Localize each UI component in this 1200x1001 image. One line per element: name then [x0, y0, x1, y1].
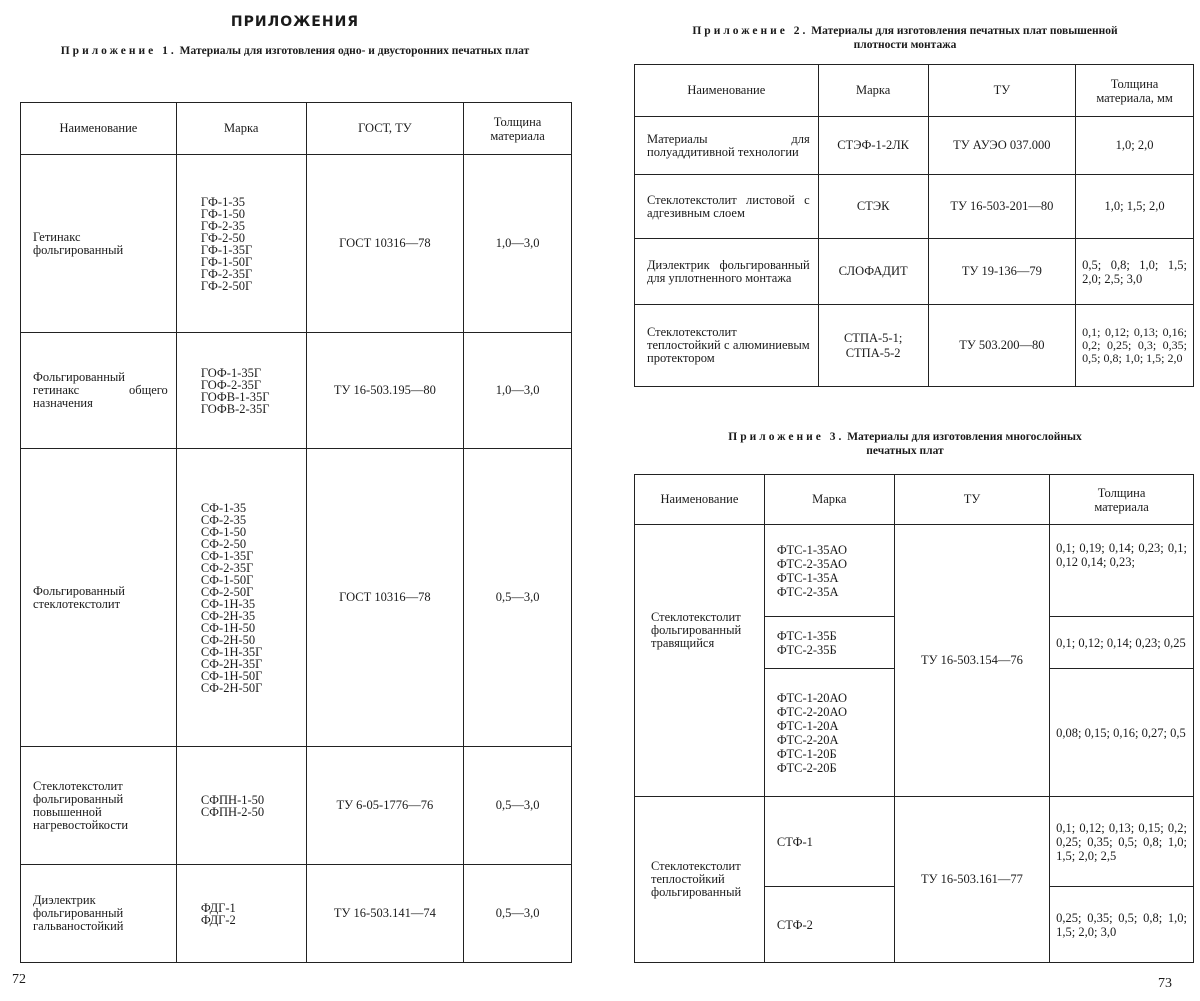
row-mark: СЛОФАДИТ [818, 239, 928, 305]
table-row [21, 155, 572, 333]
row-standard: ТУ 6-05-1776—76 [306, 747, 463, 865]
row-name: Гетинакс фольгированный [21, 155, 177, 333]
row-marks: СТФ-1 [764, 797, 894, 887]
table-row [635, 305, 1194, 387]
row-name: Стеклотекстолит фольгированный повышенной нагревостойкости [21, 747, 177, 865]
appendix-3-table [634, 474, 1194, 963]
row-thickness: 0,5; 0,8; 1,0; 1,5; 2,0; 2,5; 3,0 [1076, 239, 1194, 305]
row-thickness: 0,5—3,0 [464, 747, 572, 865]
header-mark: Марка [764, 475, 894, 525]
header-spec: ТУ [928, 65, 1076, 117]
row-thickness: 0,5—3,0 [464, 865, 572, 963]
appendix-1-table [20, 102, 572, 963]
row-spec: ТУ 19-136—79 [928, 239, 1076, 305]
table-row [21, 449, 572, 747]
header-spec: ТУ [894, 475, 1049, 525]
row-thickness: 0,1; 0,19; 0,14; 0,23; 0,1; 0,12 0,14; 0,23; [1050, 525, 1194, 617]
appendix-1-caption-text: Материалы для изготовления одно- и двусторонних печатных плат [179, 45, 530, 57]
header-thickness: Толщина материала [1050, 475, 1194, 525]
row-spec: ТУ АУЭО 037.000 [928, 117, 1076, 175]
row-name: Стеклотекстолит теплостойкий с алюминиевым протектором [635, 305, 819, 387]
row-name: Диэлектрик фольгированный для уплотненного монтажа [635, 239, 819, 305]
row-thickness: 1,0; 2,0 [1076, 117, 1194, 175]
appendix-2-caption [610, 24, 1200, 52]
row-spec: ТУ 503.200—80 [928, 305, 1076, 387]
row-thickness: 0,1; 0,12; 0,13; 0,16; 0,2; 0,25; 0,3; 0,35; 0,5; 0,8; 1,0; 1,5; 2,0 [1076, 305, 1194, 387]
header-name: Наименование [21, 103, 177, 155]
row-standard: ТУ 16-503.141—74 [306, 865, 463, 963]
header-name: Наименование [635, 475, 765, 525]
row-name: Фольгированный гетинакс общего назначения [21, 333, 177, 449]
row-name: Фольгированный стеклотекстолит [21, 449, 177, 747]
row-standard: ГОСТ 10316—78 [306, 155, 463, 333]
appendix-2-caption-text: Материалы для изготовления печатных плат повышенной плотности монтажа [811, 25, 1118, 51]
header-mark: Марка [176, 103, 306, 155]
header-thickness: Толщина материала, мм [1076, 65, 1194, 117]
appendix-2-table [634, 64, 1194, 387]
header-standard: ГОСТ, ТУ [306, 103, 463, 155]
table-row [21, 333, 572, 449]
table-row [635, 525, 1194, 617]
row-marks: ГФ-1-35 ГФ-1-50 ГФ-2-35 ГФ-2-50 ГФ-1-35Г ГФ-1-50Г ГФ-2-35Г ГФ-2-50Г [176, 155, 306, 333]
row-marks: ГОФ-1-35Г ГОФ-2-35Г ГОФВ-1-35Г ГОФВ-2-35Г [176, 333, 306, 449]
right-page [610, 0, 1200, 1001]
row-marks: ФТС-1-35Б ФТС-2-35Б [764, 617, 894, 669]
appendices-title: ПРИЛОЖЕНИЯ [230, 14, 360, 30]
appendix-1-caption-lead: Приложение 1. [60, 45, 177, 57]
appendix-3-caption [610, 430, 1200, 458]
table-row [21, 747, 572, 865]
row-marks: СФ-1-35 СФ-2-35 СФ-1-50 СФ-2-50 СФ-1-35Г СФ-2-35Г СФ-1-50Г СФ-2-50Г СФ-1Н-35 СФ-2Н-35 СФ-1Н-50 СФ-2Н-50 СФ-1Н-35Г СФ-2Н-35Г СФ-1Н-50Г СФ-2Н-50Г [176, 449, 306, 747]
header-mark: Марка [818, 65, 928, 117]
row-thickness: 1,0—3,0 [464, 155, 572, 333]
row-name: Стеклотекстолит листовой с адгезивным слоем [635, 175, 819, 239]
table-row [635, 117, 1194, 175]
row-thickness: 0,1; 0,12; 0,13; 0,15; 0,2; 0,25; 0,35; 0,5; 0,8; 1,0; 1,5; 2,0; 2,5 [1050, 797, 1194, 887]
appendix-2-caption-lead: Приложение 2. [692, 25, 809, 37]
left-page [0, 0, 590, 1001]
header-thickness: Толщина материала [464, 103, 572, 155]
row-mark: СТЭК [818, 175, 928, 239]
row-mark: СТЭФ-1-2ЛК [818, 117, 928, 175]
row-spec: ТУ 16-503-201—80 [928, 175, 1076, 239]
row-thickness: 0,1; 0,12; 0,14; 0,23; 0,25 [1050, 617, 1194, 669]
table-row [635, 175, 1194, 239]
row-standard: ГОСТ 10316—78 [306, 449, 463, 747]
appendix-3-caption-text: Материалы для изготовления многослойных печатных плат [847, 431, 1082, 457]
group-name: Стеклотекстолит фольгированный травящийся [635, 525, 765, 797]
appendix-3-caption-lead: Приложение 3. [728, 431, 845, 443]
header-name: Наименование [635, 65, 819, 117]
row-name: Диэлектрик фольгированный гальваностойкий [21, 865, 177, 963]
row-thickness: 0,5—3,0 [464, 449, 572, 747]
row-marks: СТФ-2 [764, 887, 894, 963]
row-mark: СТПА-5-1; СТПА-5-2 [818, 305, 928, 387]
row-thickness: 0,08; 0,15; 0,16; 0,27; 0,5 [1050, 669, 1194, 797]
row-marks: ФДГ-1 ФДГ-2 [176, 865, 306, 963]
row-thickness: 1,0—3,0 [464, 333, 572, 449]
table-row [635, 797, 1194, 887]
row-standard: ТУ 16-503.195—80 [306, 333, 463, 449]
group-name: Стеклотекстолит теплостойкий фольгированный [635, 797, 765, 963]
row-thickness: 1,0; 1,5; 2,0 [1076, 175, 1194, 239]
table-row [21, 865, 572, 963]
table-row [635, 239, 1194, 305]
row-marks: ФТС-1-35АО ФТС-2-35АО ФТС-1-35А ФТС-2-35А [764, 525, 894, 617]
group-spec: ТУ 16-503.154—76 [894, 525, 1049, 797]
row-name: Материалы для полуаддитивной технологии [635, 117, 819, 175]
row-thickness: 0,25; 0,35; 0,5; 0,8; 1,0; 1,5; 2,0; 3,0 [1050, 887, 1194, 963]
row-marks: ФТС-1-20АО ФТС-2-20АО ФТС-1-20А ФТС-2-20А ФТС-1-20Б ФТС-2-20Б [764, 669, 894, 797]
group-spec: ТУ 16-503.161—77 [894, 797, 1049, 963]
appendix-1-caption [0, 44, 590, 58]
row-marks: СФПН-1-50 СФПН-2-50 [176, 747, 306, 865]
page-number-left: 72 [12, 972, 26, 987]
page-number-right: 73 [1158, 976, 1172, 991]
